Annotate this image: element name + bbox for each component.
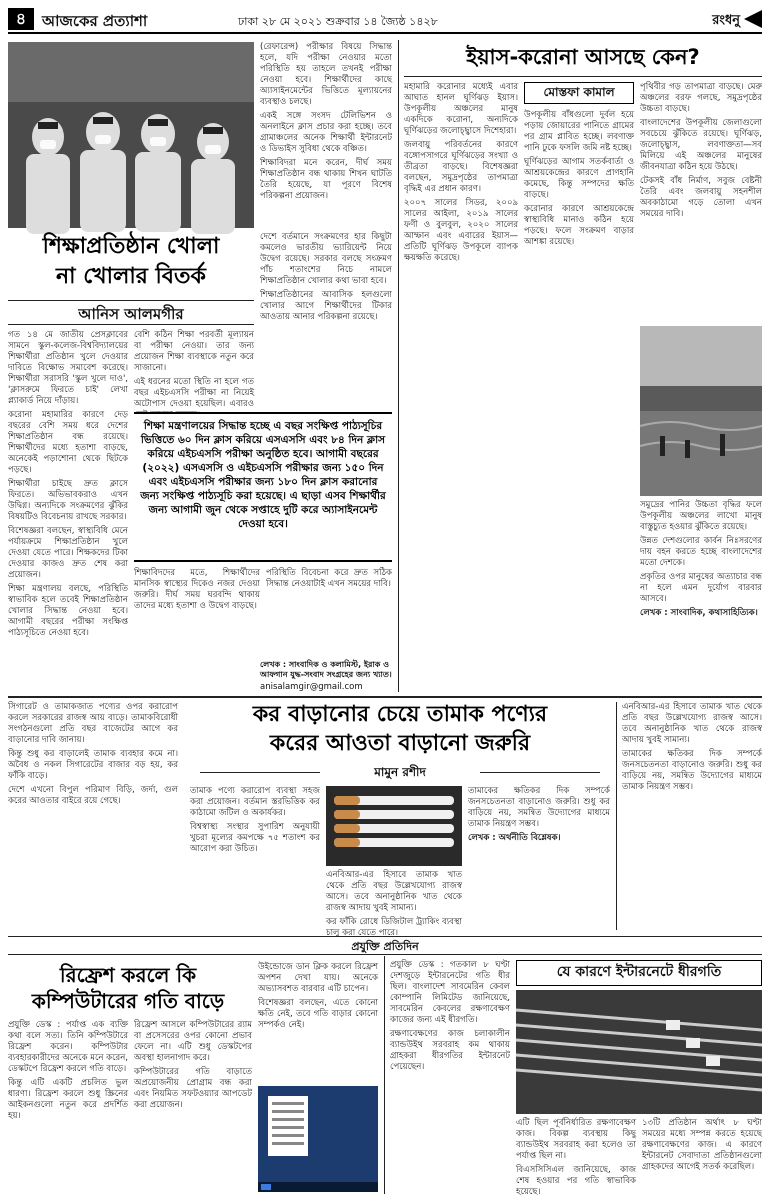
masthead [8, 8, 762, 34]
tobacco-col5-text [622, 702, 762, 930]
internet-col2-text [516, 1118, 636, 1197]
date-line: ঢাকা ২৮ মে ২০২১ শুক্রবার ১৪ জ্যৈষ্ঠ ১৪২৮ [238, 15, 438, 28]
yaas-col4-text [640, 500, 762, 692]
tobacco-col1-text [8, 702, 178, 930]
headline-line: না খোলার বিতর্ক [56, 264, 206, 289]
paragraph: একই সঙ্গে সংসদ টেলিভিশন ও অনলাইনে ক্লাস প্রচার করা হচ্ছে। তবে গ্রামাঞ্চলের অনেক শিক্ষার্থী ইন্টারনেট ও ডিভাইস সুবিধা থেকে বঞ্চিত। [260, 111, 392, 154]
headline-line: শিক্ষাপ্রতিষ্ঠান খোলা [42, 234, 220, 259]
paragraph: রক্ষণাবেক্ষণের কাজ চলাকালীন ব্যান্ডউইথ সরবরাহ কম থাকায় গ্রাহকরা ধীরগতির ইন্টারনেট পেয়েছেন। [390, 1029, 510, 1072]
paragraph: তামাকের ক্ষতিকর দিক সম্পর্কে জনসচেতনতা বাড়ানোও জরুরি। শুধু কর বাড়িয়ে নয়, সমন্বিত উদ্যোগের মাধ্যমে তামাক নিয়ন্ত্রণ সম্ভব। [468, 786, 610, 829]
tech-section-label: প্রযুক্তি প্রতিদিন [351, 940, 419, 953]
paragraph: করোনার কারণে আশ্রয়কেন্দ্রে স্বাস্থ্যবিধি মানাও কঠিন হয়ে পড়ছে। ফলে সংক্রমণ বাড়ার আশঙ্কা রয়েছে। [524, 204, 634, 247]
flood-photo [640, 326, 762, 496]
section-name: রংধনু [712, 13, 740, 28]
paragraph: পৃথিবীর গড় তাপমাত্রা বাড়ছে। মেরু অঞ্চলের বরফ গলছে, সমুদ্রপৃষ্ঠের উচ্চতা বাড়ছে। [640, 82, 762, 114]
education-col1-text [8, 330, 128, 685]
education-author: আনিস আলমগীর [78, 305, 184, 323]
paragraph: বেশি কঠিন শিক্ষা পরবর্তী মূল্যায়ন বা পরীক্ষা নেওয়া। তার জন্য প্রয়োজন শিক্ষা ব্যবস্থাকে নতুন করে সাজানো। [134, 330, 254, 373]
tobacco-col4-text [468, 786, 610, 930]
yaas-col3-text [640, 82, 762, 322]
paragraph: বিশেষজ্ঞরা বলছেন, স্বাস্থ্যবিধি মেনে পর্যায়ক্রমে শিক্ষাপ্রতিষ্ঠান খুলে দেওয়া যেতে পারে। শিক্ষকদের টিকা দেওয়ার কাজও দ্রুত শেষ করা প্রয়োজন। [8, 526, 128, 580]
paragraph: উইন্ডোজে ডান ক্লিক করলে রিফ্রেশ অপশন দেখা যায়। অনেকে অভ্যাসবশত বারবার এটি চাপেন। [258, 962, 378, 994]
paragraph: শিক্ষাবিদদের মতে, শিক্ষার্থীদের মানসিক স্বাস্থ্যের দিকেও নজর দেওয়া জরুরি। দীর্ঘ সময় ঘরবন্দি থাকায় তাদের মধ্যে হতাশা ও উদ্বেগ বাড়ছে। [134, 568, 260, 611]
paragraph: মহামারি করোনার মধ্যেই এবার আঘাত হানল ঘূর্ণিঝড় ইয়াস। উপকূলীয় অঞ্চলের মানুষ একদিকে করোনা, অন্যদিকে ঘূর্ণিঝড়ের জলোচ্ছ্বাসে দিশেহারা। [404, 82, 518, 136]
paragraph: কম্পিউটারের গতি বাড়াতে অপ্রয়োজনীয় প্রোগ্রাম বন্ধ করা এবং নিয়মিত সফটওয়্যার আপডেট করা প্রয়োজন। [134, 1067, 252, 1110]
paragraph: (রেফারেন্স) পরীক্ষার বিষয়ে সিদ্ধান্ত হলে, যদি পরীক্ষা নেওয়ার মতো পরিস্থিতি হয় তাহলে তখনই পরীক্ষা নেওয়া হবে। শিক্ষার্থীদের কাছে অ্যাসাইনমেন্টের ভিত্তিতে মূল্যায়নের ব্যবস্থাও চলছে। [260, 42, 392, 107]
paragraph: বিশেষজ্ঞরা বলছেন, এতে কোনো ক্ষতি নেই, তবে গতি বাড়ার কোনো সম্পর্কও নেই। [258, 998, 378, 1030]
headline-line: করের আওতা বাড়ানো জরুরি [269, 731, 531, 756]
yaas-author: মোস্তফা কামাল [543, 85, 615, 99]
paragraph: শিক্ষার্থীরা চাইছে দ্রুত ক্লাসে ফিরতে। অভিভাবকরাও এখন উদ্বিগ্ন। অন্যদিকে সংক্রমণের ঝুঁকির বিষয়টিও বিবেচনায় রাখছে সরকার। [8, 479, 128, 522]
paragraph: কিন্তু এটি একটি প্রচলিত ভুল ধারণা। রিফ্রেশ করলে শুধু স্ক্রিনের আইকনগুলো নতুন করে প্রদর্শিত হয়। [8, 1078, 128, 1121]
headline-line: রিফ্রেশ করলে কি [59, 963, 197, 987]
cigarettes-photo [326, 786, 462, 866]
yaas-col2-text [524, 110, 634, 692]
internet-headline: যে কারণে ইন্টারনেটে ধীরগতি [556, 964, 722, 980]
paragraph: লেখক : অর্থনীতি বিশ্লেষক। [468, 833, 561, 843]
paragraph: প্রযুক্তি ডেস্ক : গতকাল ৮ ঘণ্টা দেশজুড়ে ইন্টারনেটের গতি ধীর ছিল। বাংলাদেশ সাবমেরিন কেবল কোম্পানি লিমিটেড জানিয়েছে, সাবমেরিন কেবলের রক্ষণাবেক্ষণ কাজের জন্য এই ধীরগতি। [390, 960, 510, 1025]
headline-line: কর বাড়ানোর চেয়ে তামাক পণ্যের [252, 702, 548, 727]
paragraph: বিএসসিসিএল জানিয়েছে, কাজ শেষ হওয়ার পর গতি স্বাভাবিক হয়েছে। [516, 1165, 636, 1197]
tobacco-col2-text [190, 786, 320, 930]
paragraph: উপকূলীয় বাঁধগুলো দুর্বল হয়ে পড়ায় জোয়ারের পানিতে গ্রামের পর গ্রাম প্লাবিত হচ্ছে। লবণাক্ত পানি ঢুকে ফসলি জমি নষ্ট হচ্ছে। [524, 110, 634, 153]
education-col2-text [260, 42, 392, 228]
education-col5-text [134, 568, 392, 658]
refresh-headline [10, 962, 246, 1014]
education-footer-email: anisalamgir@gmail.com [260, 682, 363, 692]
paragraph: টেকসই বাঁধ নির্মাণ, সবুজ বেষ্টনী তৈরি এবং জলবায়ু সহনশীল অবকাঠামো গড়ে তোলা এখন সময়ের দাবি। [640, 176, 762, 219]
internet-col3-text [642, 1118, 762, 1192]
paragraph: পরিস্থিতি বিবেচনা করে দ্রুত সঠিক সিদ্ধান্ত নেওয়াটাই এখন সময়ের দাবি। [266, 568, 392, 589]
tobacco-author: মামুন রশীদ [374, 765, 426, 779]
windows-desktop-screenshot [258, 1086, 378, 1192]
paragraph: কর ফাঁকি রোধে ডিজিটাল ট্র্যাকিং ব্যবস্থা চালু করা যেতে পারে। [326, 917, 462, 938]
internet-headline-box [516, 960, 762, 986]
tobacco-col3-text [326, 870, 462, 938]
refresh-col2-text [134, 1020, 252, 1192]
education-col4-text [260, 232, 392, 410]
paragraph: এই ধরনের মতো স্থিতি না হলে গত বছর এইচএসসি পরীক্ষা না নিয়েই অটোপাস দেওয়া হয়েছিল। এবারও [134, 377, 254, 409]
paragraph: প্রযুক্তি ডেস্ক : পর্যাপ্ত এক ব্যক্তি কথা বলে সত্য। তিনি কম্পিউটারে রিফ্রেশ করেন। কম্পিউটার ব্যবহারকারীদের অনেকে মনে করেন, ডেস্কটপে রিফ্রেশ করলে গতি বাড়ে। [8, 1020, 128, 1074]
paragraph: শিক্ষা মন্ত্রণালয় বলছে, পরিস্থিতি স্বাভাবিক হলে তবেই শিক্ষাপ্রতিষ্ঠান খোলার সিদ্ধান্ত নেওয়া হবে। আগামী বছরের পরীক্ষা সংক্ষিপ্ত পাঠ্যসূচিতে নেওয়া হবে। [8, 584, 128, 638]
network-cables-photo [516, 990, 762, 1114]
paragraph: দেশে এখনো বিপুল পরিমাণ বিড়ি, জর্দা, গুল করের আওতার বাইরে রয়ে গেছে। [8, 785, 178, 806]
paragraph: এটি ছিল পূর্বনির্ধারিত রক্ষণাবেক্ষণ কাজ। বিকল্প ব্যবস্থায় কিছু ব্যান্ডউইথ সরবরাহ করা হলেও তা পর্যাপ্ত ছিল না। [516, 1118, 636, 1161]
paragraph: রিফ্রেশ আসলে কম্পিউটারের র‍্যাম বা প্রসেসরের ওপর কোনো প্রভাব ফেলে না। এটি শুধু ডেস্কটপের অবস্থা হালনাগাদ করে। [134, 1020, 252, 1063]
paragraph: সমুদ্রের পানির উচ্চতা বৃদ্ধির ফলে উপকূলীয় অঞ্চলের লাখো মানুষ বাস্তুচ্যুত হওয়ার ঝুঁকিতে রয়েছে। [640, 500, 762, 532]
paragraph: কিন্তু শুধু কর বাড়ালেই তামাক ব্যবহার কমে না। অবৈধ ও নকল সিগারেটের বাজার বড় হয়, কর ফাঁকি বাড়ে। [8, 749, 178, 781]
section-arrow-icon [744, 10, 762, 28]
internet-col1-text [390, 960, 510, 1192]
yaas-author-box [524, 82, 634, 104]
paragraph: প্রকৃতির ওপর মানুষের অত্যাচার বন্ধ না হলে এমন দুর্যোগ বারবার আসবে। [640, 572, 762, 604]
yaas-headline: ইয়াস-করোনা আসছে কেন? [466, 45, 700, 69]
paragraph: লেখক : সাংবাদিক, কথাসাহিত্যিক। [640, 608, 758, 618]
paragraph: শিক্ষাপ্রতিষ্ঠানের আবাসিক হলগুলো খোলার আগে শিক্ষার্থীদের টিকার আওতায় আনার পরিকল্পনা রয়েছে। [260, 290, 392, 322]
paragraph: উন্নত দেশগুলোর কার্বন নিঃসরণের দায় বহন করতে হচ্ছে বাংলাদেশের মতো দেশকে। [640, 536, 762, 568]
paragraph: তামাক পণ্যে করারোপ ব্যবস্থা সহজ করা প্রয়োজন। বর্তমান স্তরভিত্তিক কর কাঠামো জটিল ও অকার্যকর। [190, 786, 320, 818]
education-headline [8, 232, 254, 298]
education-pull-quote [134, 412, 392, 562]
paragraph: দেশে বর্তমানে সংক্রমণের হার কিছুটা কমলেও ভারতীয় ভ্যারিয়েন্ট নিয়ে উদ্বেগ রয়েছে। সরকার বলছে সংক্রমণ পাঁচ শতাংশের নিচে নামলে শিক্ষাপ্রতিষ্ঠান খোলার কথা ভাবা হবে। [260, 232, 392, 286]
paragraph: ১৩টি প্রতিষ্ঠান অর্থাৎ ৮ ঘণ্টা সময়ের মধ্যে সম্পন্ন করতে হয়েছে রক্ষণাবেক্ষণের কাজ। এ কারণে ইন্টারনেট সেবাদাতা প্রতিষ্ঠানগুলো গ্রাহকদের আগেই সতর্ক করেছিল। [642, 1118, 762, 1172]
paragraph: ২০০৭ সালের সিডর, ২০০৯ সালের আইলা, ২০১৯ সালের ফণী ও বুলবুল, ২০২০ সালের আম্ফান এবং এবারের ইয়াস—প্রতিটি ঘূর্ণিঝড় উপকূলে ব্যাপক ক্ষয়ক্ষতি করেছে। [404, 198, 518, 263]
students-photo [8, 42, 254, 228]
page-number: ৪ [8, 8, 34, 30]
yaas-col1-text [404, 82, 518, 692]
paragraph: এনবিআর-এর হিসাবে তামাক খাত থেকে প্রতি বছর উল্লেখযোগ্য রাজস্ব আসে। তবে অনানুষ্ঠানিক খাত থেকে রাজস্ব আদায় খুবই সামান্য। [622, 702, 762, 745]
paragraph: এনবিআর-এর হিসাবে তামাক খাত থেকে প্রতি বছর উল্লেখযোগ্য রাজস্ব আসে। তবে অনানুষ্ঠানিক খাত থেকে রাজস্ব আদায় খুবই সামান্য। [326, 870, 462, 913]
education-col3-text [134, 330, 254, 410]
paragraph: গত ১৪ মে জাতীয় প্রেসক্লাবের সামনে স্কুল-কলেজ-বিশ্ববিদ্যালয়ের শিক্ষার্থীরা প্রতিষ্ঠান খুলে দেওয়ার দাবিতে বিক্ষোভ সমাবেশ করেছে। শিক্ষার্থীরা সরাসরি 'স্কুল খুলে দাও', 'ক্লাসরুমে ফিরতে চাই' লেখা প্ল্যাকার্ড নিয়ে দাঁড়ায়। [8, 330, 128, 406]
paper-name: আজকের প্রত্যাশা [42, 12, 148, 30]
tobacco-headline [190, 700, 610, 758]
paragraph: জলবায়ু পরিবর্তনের কারণে বঙ্গোপসাগরে ঘূর্ণিঝড়ের সংখ্যা ও তীব্রতা বাড়ছে। বিশেষজ্ঞরা বলছেন, সমুদ্রপৃষ্ঠের তাপমাত্রা বৃদ্ধিই এর প্রধান কারণ। [404, 140, 518, 194]
paragraph: বাংলাদেশের উপকূলীয় জেলাগুলো সবচেয়ে ঝুঁকিতে রয়েছে। ঘূর্ণিঝড়, জলোচ্ছ্বাস, লবণাক্ততা—সব মিলিয়ে এই অঞ্চলের মানুষের জীবনযাত্রা কঠিন হয়ে উঠছে। [640, 118, 762, 172]
refresh-col1-text [8, 1020, 128, 1192]
refresh-col3-text [258, 962, 378, 1082]
paragraph: সিগারেট ও তামাকজাত পণ্যের ওপর করারোপ করলে সরকারের রাজস্ব আয় বাড়ে। তামাকবিরোধী সংগঠনগুলো প্রতি বছর বাজেটের আগে কর বাড়ানোর দাবি জানায়। [8, 702, 178, 745]
paragraph: শিক্ষাবিদরা মনে করেন, দীর্ঘ সময় শিক্ষাপ্রতিষ্ঠান বন্ধ থাকায় শিখন ঘাটতি তৈরি হয়েছে, যা পূরণে বিশেষ পরিকল্পনা প্রয়োজন। [260, 158, 392, 201]
paragraph: বিশ্বস্বাস্থ্য সংস্থার সুপারিশ অনুযায়ী খুচরা মূল্যের কমপক্ষে ৭৫ শতাংশ কর আরোপ করা উচিত। [190, 822, 320, 854]
education-footer-note: লেখক : সাংবাদিক ও কলামিস্ট, ইরাক ও আফগান যুদ্ধ-সংবাদ সংগ্রহের জন্য খ্যাত। [260, 660, 392, 679]
paragraph: ঘূর্ণিঝড়ের আগাম সতর্কবার্তা ও আশ্রয়কেন্দ্রের কারণে প্রাণহানি কমেছে, কিন্তু সম্পদের ক্ষতি বাড়ছে। [524, 157, 634, 200]
headline-line: কম্পিউটারের গতি বাড়ে [31, 989, 225, 1013]
paragraph: তামাকের ক্ষতিকর দিক সম্পর্কে জনসচেতনতা বাড়ানোও জরুরি। শুধু কর বাড়িয়ে নয়, সমন্বিত উদ্যোগের মাধ্যমে তামাক নিয়ন্ত্রণ সম্ভব। [622, 749, 762, 792]
paragraph: করোনা মহামারির কারণে দেড় বছরের বেশি সময় ধরে দেশের শিক্ষাপ্রতিষ্ঠান বন্ধ রয়েছে। শিক্ষার্থীদের মধ্যে হতাশা বাড়ছে, অনেকেই পড়াশোনা থেকে ছিটকে পড়ছে। [8, 410, 128, 475]
pull-quote-text: শিক্ষা মন্ত্রণালয়ের সিদ্ধান্ত হচ্ছে এ বছর সংক্ষিপ্ত পাঠ্যসূচির ভিত্তিতে ৬০ দিন ক্লাস করিয়ে এসএসসি এবং ৮৪ দিন ক্লাস করিয়ে এইচএসসি পরীক্ষা অনুষ্ঠিত হবে। আগামী বছরের (২০২২) এসএসসি ও এইচএসসি পরীক্ষার জন্য ১৫০ দিন এবং এইচএসসি পরীক্ষার জন্য ১৮০ দিন ক্লাস করানোর জন্য সংক্ষিপ্ত পাঠ্যসূচি করা হয়েছে। এ ছাড়া এসব শিক্ষার্থীর জন্য আগামী জুন থেকে সপ্তাহে দুটি করে অ্যাসাইনমেন্ট দেওয়া হবে। [140, 420, 386, 530]
